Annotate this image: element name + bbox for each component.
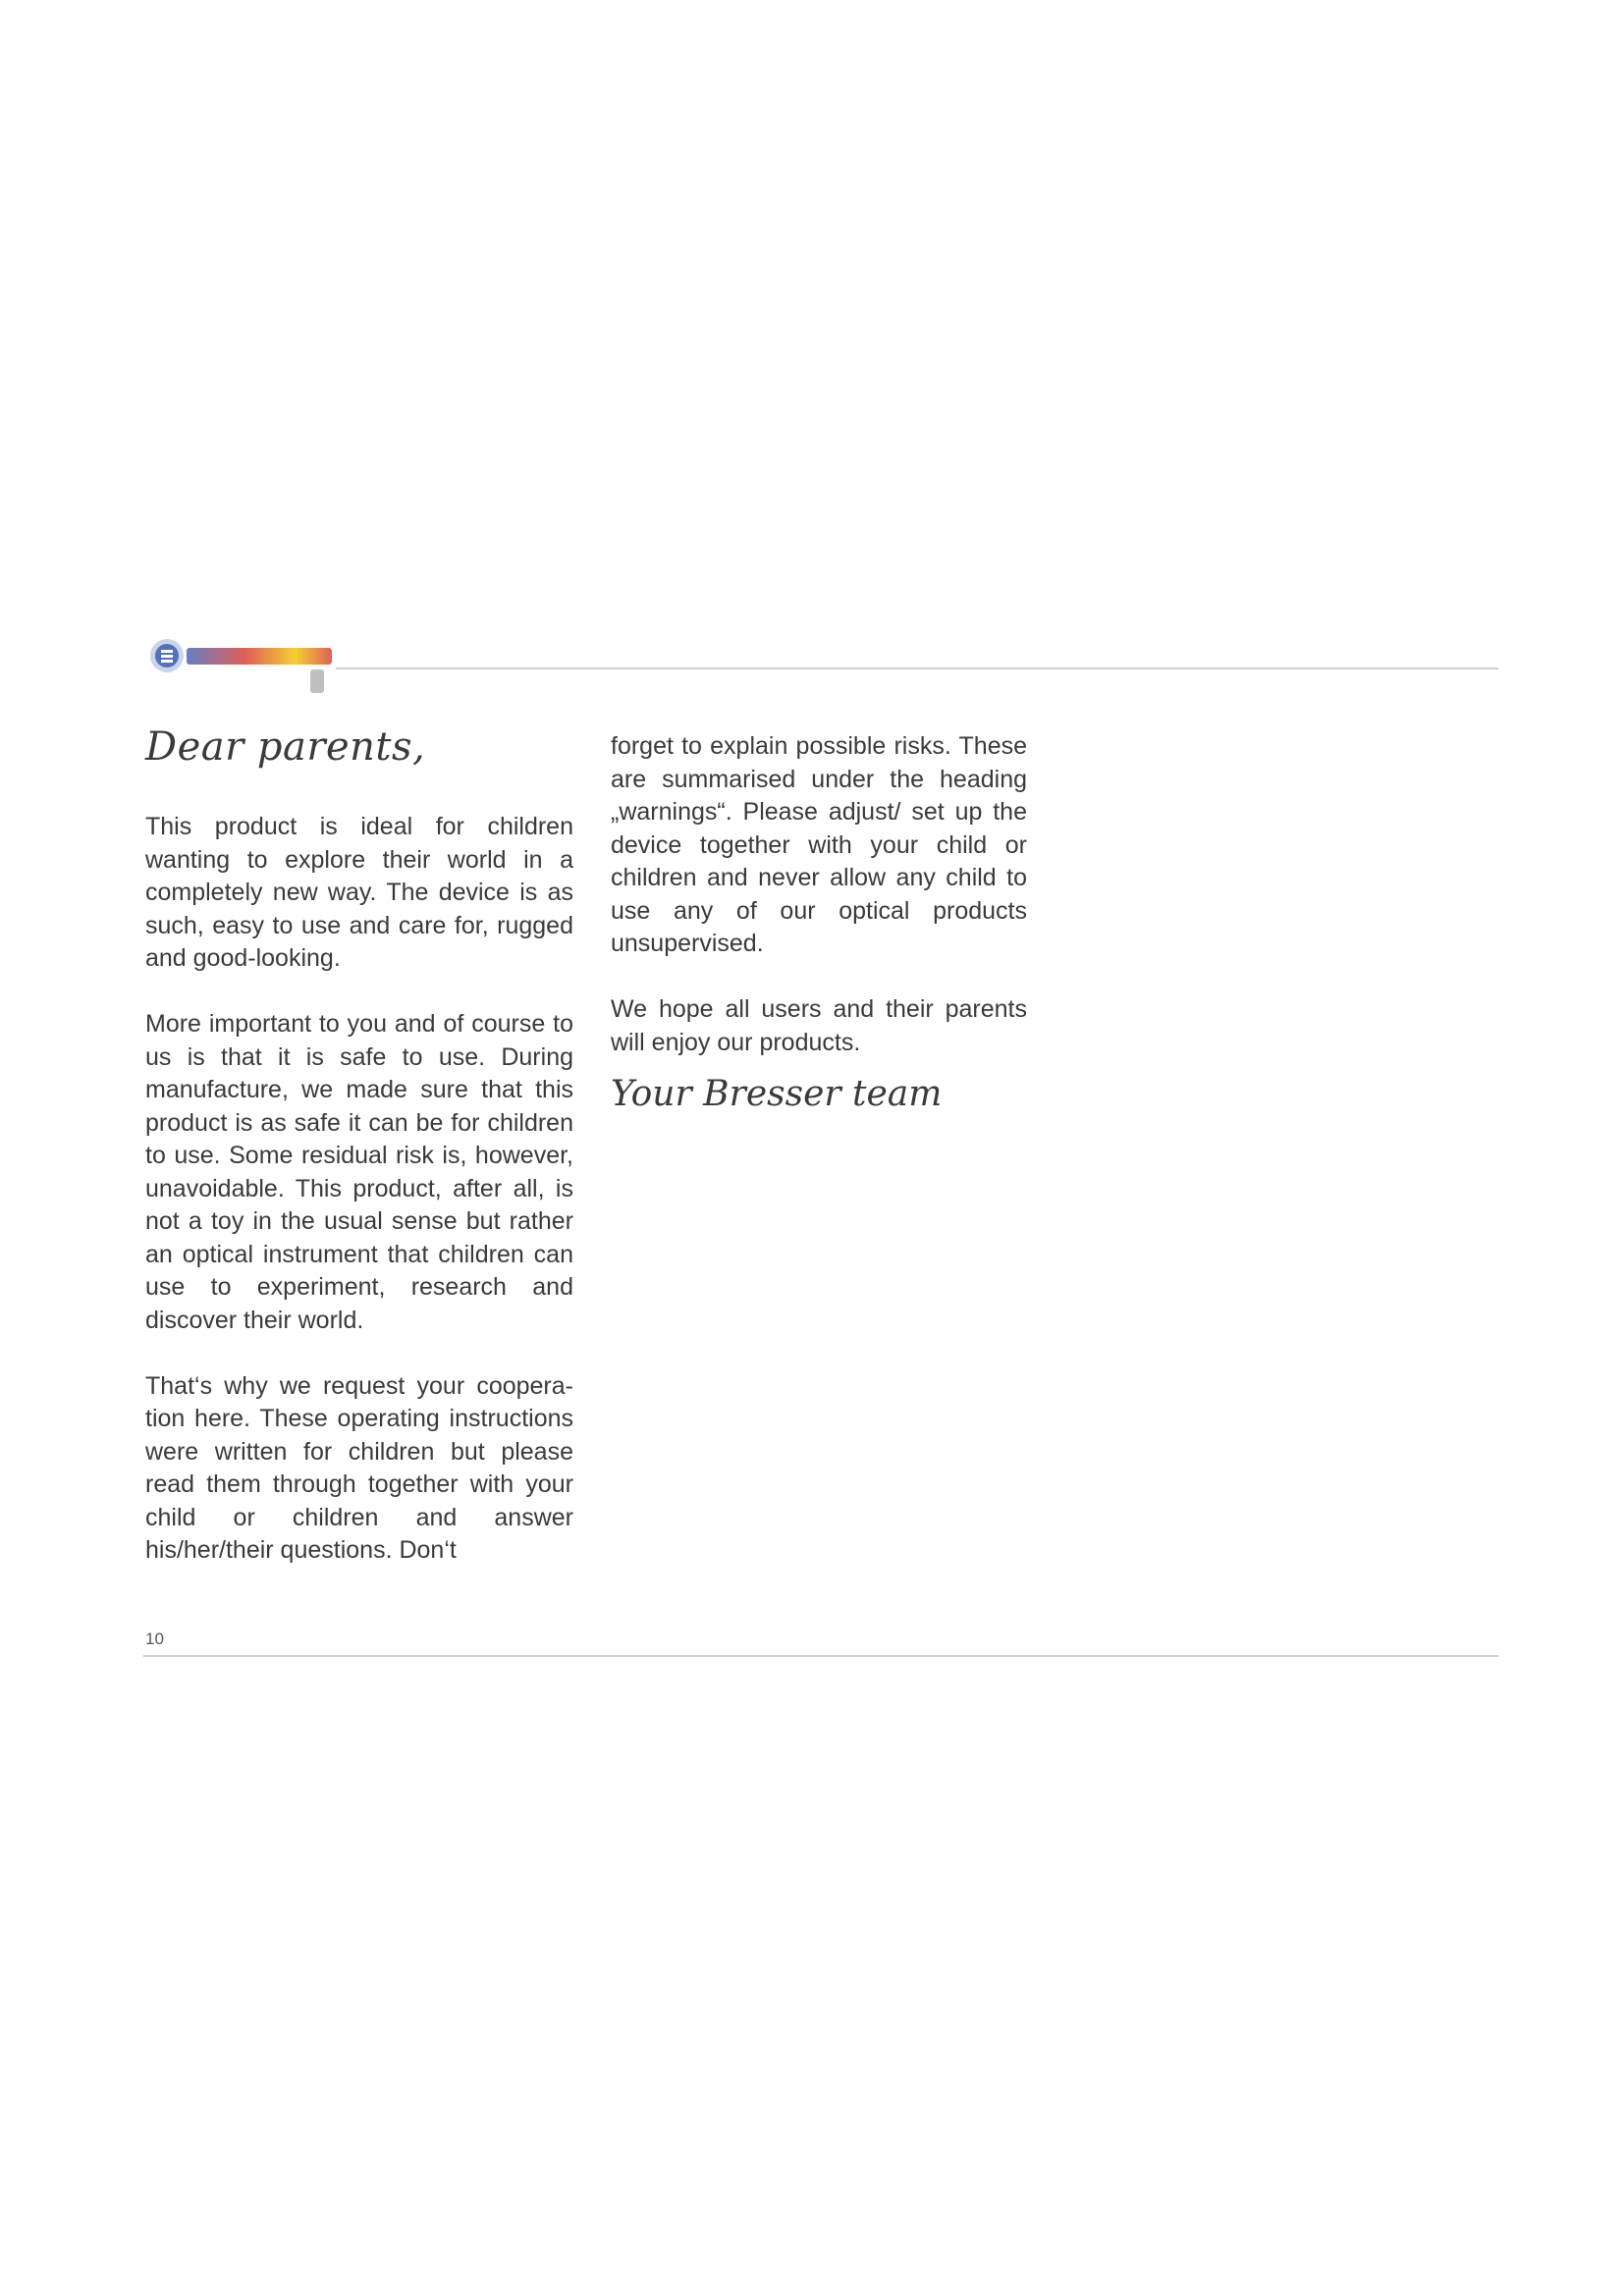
bresser-logo [147,636,334,705]
paragraph: More important to you and of course to us is that it is safe to use. During manufacture, we made sure that this product is as safe it can be for children to use. Some residual risk is, however, unavoidable. This product, after all, is not a toy in the usual sense but rather an optical instrument that children can use to experiment, research and discover their world. [145,1010,573,1334]
footer-rule [143,1655,1498,1657]
paragraph: That‘s why we request your cooperation here. These operating instructions were written for children but please read them through together with your child or children and answer his/her/their questions. Don‘t [145,1371,573,1564]
salutation: Dear parents, [145,724,426,770]
left-column [145,811,573,1600]
paragraph: We hope all users and their parents will enjoy our products. [611,995,1027,1056]
header-rule [336,667,1498,669]
right-column [611,730,1027,1093]
page-number: 10 [145,1629,164,1648]
signature: Your Bresser team [611,1074,943,1114]
paragraph: This product is ideal for children wanting to explore their world in a completely new way. The device is as such, easy to use and care for, rugged and good-looking. [145,813,573,972]
paragraph: forget to explain possible risks. These are summarised under the heading „warnings“. Please adjust/ set up the device together with your child or children and never allow any child to use any of our optical products unsupervised. [611,732,1027,957]
